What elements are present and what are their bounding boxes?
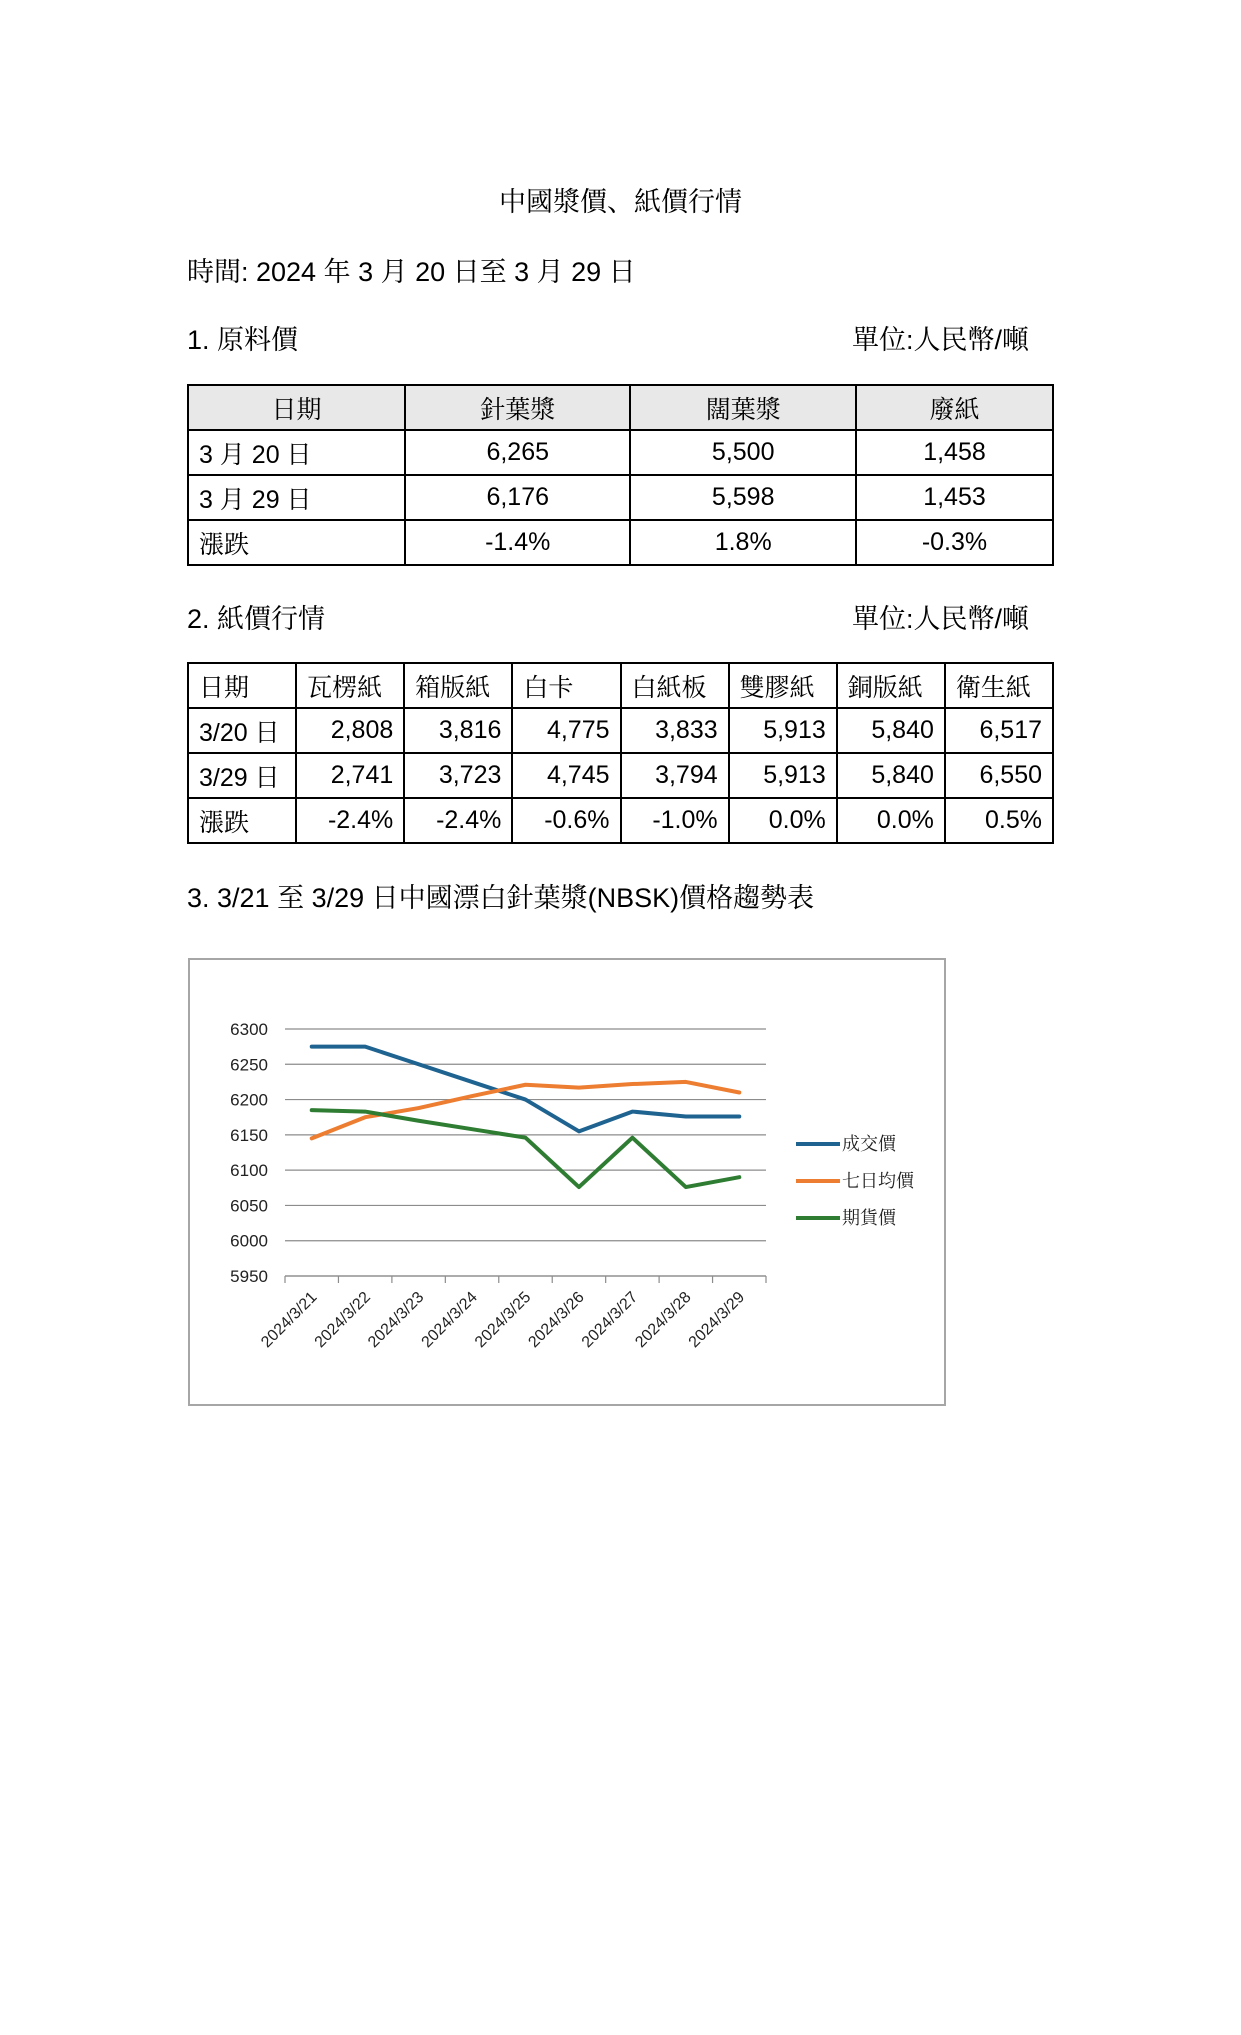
table-cell: -0.3% xyxy=(856,520,1053,565)
table-header-cell: 日期 xyxy=(188,385,405,430)
x-tick-label: 2024/3/24 xyxy=(418,1288,481,1352)
table-cell: 3,794 xyxy=(621,753,729,798)
nbsk-price-trend-chart xyxy=(188,958,946,1406)
table-cell: 3,816 xyxy=(404,708,512,753)
table-cell: -0.6% xyxy=(512,798,620,843)
section2-unit: 單位:人民幣/噸 xyxy=(852,604,1030,634)
y-tick-label: 6000 xyxy=(230,1231,268,1251)
legend-label: 期貨價 xyxy=(842,1208,896,1228)
table-header-cell: 瓦楞紙 xyxy=(296,663,404,708)
table-row xyxy=(188,475,1053,520)
y-tick-label: 6300 xyxy=(230,1020,268,1039)
table-header-cell: 雙膠紙 xyxy=(729,663,837,708)
table-cell: 5,598 xyxy=(630,475,855,520)
table-cell: 6,176 xyxy=(405,475,630,520)
table-header-row xyxy=(188,663,1053,708)
table-cell: 3/20 日 xyxy=(188,708,296,753)
x-tick-label: 2024/3/26 xyxy=(525,1288,588,1352)
table-cell: 5,913 xyxy=(729,708,837,753)
y-tick-label: 6200 xyxy=(230,1090,268,1110)
table-cell: -2.4% xyxy=(296,798,404,843)
table-row xyxy=(188,753,1053,798)
table-cell: 1,453 xyxy=(856,475,1053,520)
x-tick-label: 2024/3/27 xyxy=(578,1288,642,1352)
table-header-cell: 日期 xyxy=(188,663,296,708)
table-header-cell: 衛生紙 xyxy=(945,663,1053,708)
table-cell: 漲跌 xyxy=(188,520,405,565)
table-cell: 3/29 日 xyxy=(188,753,296,798)
x-tick-label: 2024/3/29 xyxy=(685,1288,749,1352)
table-cell: -2.4% xyxy=(404,798,512,843)
x-tick-label: 2024/3/22 xyxy=(311,1288,374,1352)
table-cell: -1.0% xyxy=(621,798,729,843)
table-cell: 0.5% xyxy=(945,798,1053,843)
table-row xyxy=(188,520,1053,565)
table-cell: 3,833 xyxy=(621,708,729,753)
table-cell: 1.8% xyxy=(630,520,855,565)
table-cell: 3 月 20 日 xyxy=(188,430,405,475)
table-header-cell: 白紙板 xyxy=(621,663,729,708)
series-line xyxy=(312,1047,740,1132)
table-row xyxy=(188,798,1053,843)
table-cell: 6,265 xyxy=(405,430,630,475)
table-header-cell: 銅版紙 xyxy=(837,663,945,708)
raw-material-price-table xyxy=(187,384,1054,566)
table-cell: 6,517 xyxy=(945,708,1053,753)
legend-label: 七日均價 xyxy=(842,1171,914,1191)
page-title: 中國漿價、紙價行情 xyxy=(499,187,742,217)
x-tick-label: 2024/3/23 xyxy=(365,1288,428,1352)
y-tick-label: 6050 xyxy=(230,1196,268,1216)
table-header-cell: 白卡 xyxy=(512,663,620,708)
x-tick-label: 2024/3/21 xyxy=(258,1288,321,1352)
paper-price-table xyxy=(187,662,1054,844)
table-cell: 5,913 xyxy=(729,753,837,798)
section3-heading: 3. 3/21 至 3/29 日中國漂白針葉漿(NBSK)價格趨勢表 xyxy=(187,883,815,913)
y-tick-label: 6250 xyxy=(230,1055,268,1075)
table-cell: 5,500 xyxy=(630,430,855,475)
table-cell: -1.4% xyxy=(405,520,630,565)
series-line xyxy=(312,1110,740,1187)
table-cell: 3 月 29 日 xyxy=(188,475,405,520)
table-header-row xyxy=(188,385,1053,430)
table-cell: 0.0% xyxy=(837,798,945,843)
table-cell: 5,840 xyxy=(837,753,945,798)
series-line xyxy=(312,1082,740,1138)
legend-label: 成交價 xyxy=(842,1134,896,1154)
section2-heading: 2. 紙價行情 xyxy=(187,604,326,634)
table-cell: 4,775 xyxy=(512,708,620,753)
table-cell: 2,808 xyxy=(296,708,404,753)
table-cell: 3,723 xyxy=(404,753,512,798)
y-tick-label: 6150 xyxy=(230,1125,268,1145)
table-header-cell: 箱版紙 xyxy=(404,663,512,708)
table-header-cell: 廢紙 xyxy=(856,385,1053,430)
table-cell: 4,745 xyxy=(512,753,620,798)
table-cell: 漲跌 xyxy=(188,798,296,843)
section1-heading: 1. 原料價 xyxy=(187,325,299,355)
x-tick-label: 2024/3/28 xyxy=(632,1288,695,1352)
table-header-cell: 闊葉漿 xyxy=(630,385,855,430)
report-period: 時間: 2024 年 3 月 20 日至 3 月 29 日 xyxy=(187,257,636,287)
y-tick-label: 5950 xyxy=(230,1267,268,1286)
y-tick-label: 6100 xyxy=(230,1161,268,1181)
table-cell: 0.0% xyxy=(729,798,837,843)
table-cell: 1,458 xyxy=(856,430,1053,475)
table-cell: 5,840 xyxy=(837,708,945,753)
table-header-cell: 針葉漿 xyxy=(405,385,630,430)
table-cell: 6,550 xyxy=(945,753,1053,798)
x-tick-label: 2024/3/25 xyxy=(471,1288,535,1352)
table-row xyxy=(188,430,1053,475)
section1-unit: 單位:人民幣/噸 xyxy=(852,325,1030,355)
table-cell: 2,741 xyxy=(296,753,404,798)
chart-canvas xyxy=(190,960,944,1404)
table-row xyxy=(188,708,1053,753)
